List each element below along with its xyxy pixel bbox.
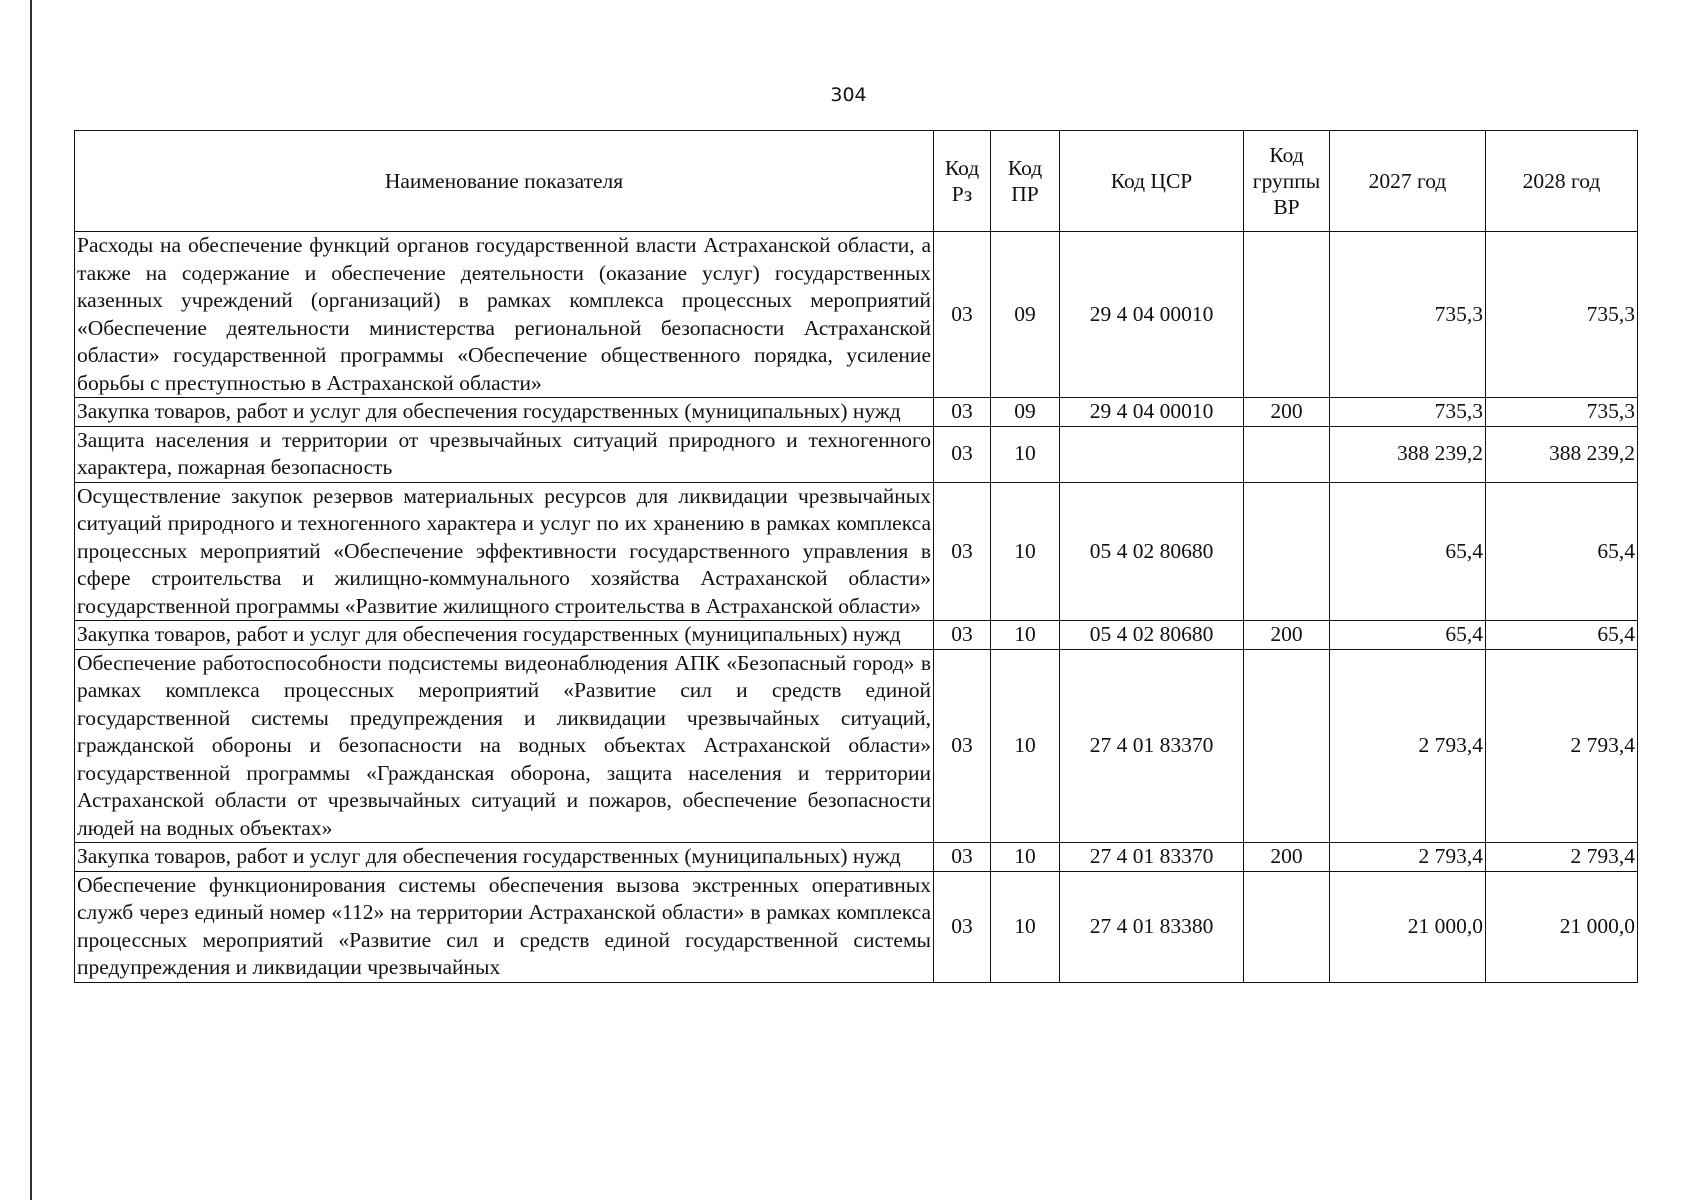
- row-vr: [1244, 232, 1330, 398]
- row-2027: 388 239,2: [1330, 426, 1486, 482]
- row-name: Защита населения и территории от чрезвычайных ситуаций природного и техногенного характера, пожарная безопасность: [75, 426, 934, 482]
- row-name: Закупка товаров, работ и услуг для обеспечения государственных (муниципальных) нужд: [75, 621, 934, 650]
- header-2028: 2028 год: [1486, 131, 1638, 232]
- row-rz: 03: [934, 843, 991, 872]
- table-row: [75, 426, 1638, 482]
- budget-table: [74, 130, 1638, 983]
- row-2028: 2 793,4: [1486, 843, 1638, 872]
- row-2028: 65,4: [1486, 482, 1638, 621]
- table-body: [75, 232, 1638, 983]
- row-csr: 29 4 04 00010: [1060, 398, 1244, 427]
- row-name: Обеспечение работоспособности подсистемы видеонаблюдения АПК «Безопасный город» в рамках комплекса процессных мероприятий «Развитие сил и средств единой государственной системы предупреждения и ликвидации чрезвычайных ситуаций, гражданской обороны и безопасности на водных объектах Астраханской области» государственной программы «Гражданская оборона, защита населения и территории Астраханской области от чрезвычайных ситуаций и пожаров, обеспечение безопасности людей на водных объектах»: [75, 649, 934, 843]
- page-number: 304: [830, 84, 867, 106]
- header-csr: Код ЦСР: [1060, 131, 1244, 232]
- table-header: [75, 131, 1638, 232]
- row-2028: 388 239,2: [1486, 426, 1638, 482]
- row-csr: [1060, 426, 1244, 482]
- row-2028: 735,3: [1486, 398, 1638, 427]
- row-2027: 735,3: [1330, 232, 1486, 398]
- table-row: [75, 232, 1638, 398]
- row-2028: 65,4: [1486, 621, 1638, 650]
- row-vr: [1244, 871, 1330, 982]
- table-row: [75, 871, 1638, 982]
- row-2027: 2 793,4: [1330, 843, 1486, 872]
- row-vr: 200: [1244, 843, 1330, 872]
- row-pr: 09: [991, 232, 1060, 398]
- row-vr: [1244, 482, 1330, 621]
- row-pr: 09: [991, 398, 1060, 427]
- row-csr: 27 4 01 83370: [1060, 649, 1244, 843]
- row-vr: 200: [1244, 621, 1330, 650]
- row-pr: 10: [991, 649, 1060, 843]
- row-2027: 2 793,4: [1330, 649, 1486, 843]
- row-pr: 10: [991, 482, 1060, 621]
- row-2028: 735,3: [1486, 232, 1638, 398]
- row-2027: 65,4: [1330, 482, 1486, 621]
- row-rz: 03: [934, 426, 991, 482]
- row-name: Закупка товаров, работ и услуг для обеспечения государственных (муниципальных) нужд: [75, 843, 934, 872]
- row-2027: 735,3: [1330, 398, 1486, 427]
- row-2027: 65,4: [1330, 621, 1486, 650]
- row-pr: 10: [991, 843, 1060, 872]
- row-2028: 21 000,0: [1486, 871, 1638, 982]
- table-row: [75, 482, 1638, 621]
- row-csr: 29 4 04 00010: [1060, 232, 1244, 398]
- binding-margin-line: [30, 0, 32, 1200]
- table-row: [75, 649, 1638, 843]
- row-name: Закупка товаров, работ и услуг для обеспечения государственных (муниципальных) нужд: [75, 398, 934, 427]
- row-rz: 03: [934, 621, 991, 650]
- row-csr: 27 4 01 83370: [1060, 843, 1244, 872]
- row-rz: 03: [934, 398, 991, 427]
- header-vr: Код группы ВР: [1244, 131, 1330, 232]
- row-pr: 10: [991, 871, 1060, 982]
- row-2027: 21 000,0: [1330, 871, 1486, 982]
- header-rz: Код Рз: [934, 131, 991, 232]
- table-row: [75, 621, 1638, 650]
- header-2027: 2027 год: [1330, 131, 1486, 232]
- row-vr: [1244, 426, 1330, 482]
- row-rz: 03: [934, 482, 991, 621]
- row-name: Обеспечение функционирования системы обеспечения вызова экстренных оперативных служб через единый номер «112» на территории Астраханской области» в рамках комплекса процессных мероприятий «Развитие сил и средств единой государственной системы предупреждения и ликвидации чрезвычайных: [75, 871, 934, 982]
- row-pr: 10: [991, 426, 1060, 482]
- header-name: Наименование показателя: [75, 131, 934, 232]
- table-row: [75, 398, 1638, 427]
- row-rz: 03: [934, 232, 991, 398]
- table-row: [75, 843, 1638, 872]
- row-rz: 03: [934, 649, 991, 843]
- header-pr: Код ПР: [991, 131, 1060, 232]
- row-name: Осуществление закупок резервов материальных ресурсов для ликвидации чрезвычайных ситуаций природного и техногенного характера и услуг по их хранению в рамках комплекса процессных мероприятий «Обеспечение эффективности государственного управления в сфере строительства и жилищно-коммунального хозяйства Астраханской области» государственной программы «Развитие жилищного строительства в Астраханской области»: [75, 482, 934, 621]
- row-name: Расходы на обеспечение функций органов государственной власти Астраханской области, а также на содержание и обеспечение деятельности (оказание услуг) государственных казенных учреждений (организаций) в рамках комплекса процессных мероприятий «Обеспечение деятельности министерства региональной безопасности Астраханской области» государственной программы «Обеспечение общественного порядка, усиление борьбы с преступностью в Астраханской области»: [75, 232, 934, 398]
- row-2028: 2 793,4: [1486, 649, 1638, 843]
- row-csr: 05 4 02 80680: [1060, 482, 1244, 621]
- row-csr: 05 4 02 80680: [1060, 621, 1244, 650]
- row-vr: [1244, 649, 1330, 843]
- row-csr: 27 4 01 83380: [1060, 871, 1244, 982]
- row-vr: 200: [1244, 398, 1330, 427]
- row-pr: 10: [991, 621, 1060, 650]
- row-rz: 03: [934, 871, 991, 982]
